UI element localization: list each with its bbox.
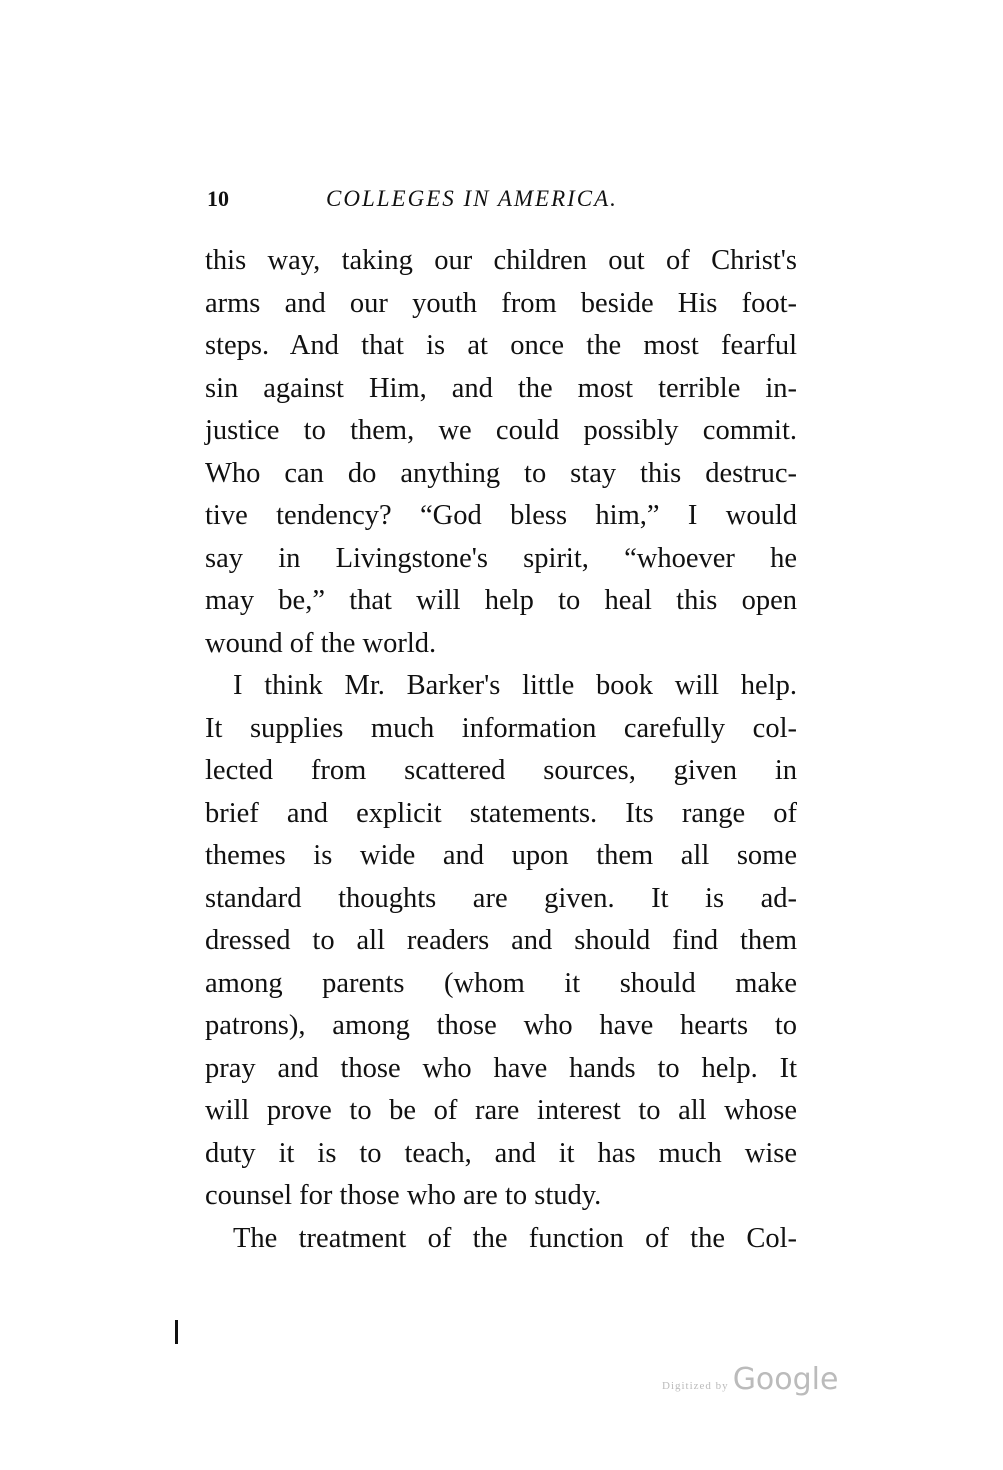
- text-line: brief and explicit statements. Its range of: [205, 797, 797, 829]
- watermark-google: Google: [732, 1362, 839, 1397]
- text-line: The treatment of the function of the Col-: [233, 1222, 797, 1254]
- text-line: among parents (whom it should make: [205, 967, 797, 999]
- text-line: I think Mr. Barker's little book will help.: [233, 670, 797, 701]
- text-line: may be,” that will help to heal this open: [205, 585, 797, 616]
- page-number: 10: [207, 186, 229, 211]
- text-line: tive tendency? “God bless him,” I would: [205, 500, 797, 531]
- text-line: patrons), among those who have hearts to: [205, 1010, 797, 1041]
- page-body: [205, 240, 797, 1260]
- text-line: pray and those who have hands to help. It: [205, 1052, 797, 1084]
- google-watermark: [662, 1362, 838, 1397]
- text-line: dressed to all readers and should find them: [205, 925, 797, 956]
- running-title: COLLEGES IN AMERICA.: [326, 186, 618, 211]
- watermark-digitized-by: Digitized by: [662, 1380, 729, 1392]
- text-line: will prove to be of rare interest to all whose: [205, 1095, 797, 1126]
- scan-mark: [175, 1320, 178, 1344]
- text-line: Who can do anything to stay this destruc-: [205, 457, 797, 489]
- text-line: justice to them, we could possibly commit.: [205, 415, 797, 446]
- text-line: standard thoughts are given. It is ad-: [205, 882, 797, 914]
- text-line: wound of the world.: [205, 627, 437, 659]
- text-line: themes is wide and upon them all some: [205, 840, 797, 871]
- text-line: say in Livingstone's spirit, “whoever he: [205, 542, 797, 574]
- text-line: counsel for those who are to study.: [205, 1180, 602, 1211]
- text-line: duty it is to teach, and it has much wise: [205, 1137, 797, 1169]
- text-line: lected from scattered sources, given in: [205, 755, 797, 786]
- text-line: It supplies much information carefully col-: [205, 712, 797, 744]
- text-line: steps. And that is at once the most fearful: [205, 330, 797, 361]
- text-line: sin against Him, and the most terrible in-: [205, 372, 797, 404]
- text-line: this way, taking our children out of Christ's: [205, 245, 797, 276]
- text-line: arms and our youth from beside His foot-: [205, 287, 797, 319]
